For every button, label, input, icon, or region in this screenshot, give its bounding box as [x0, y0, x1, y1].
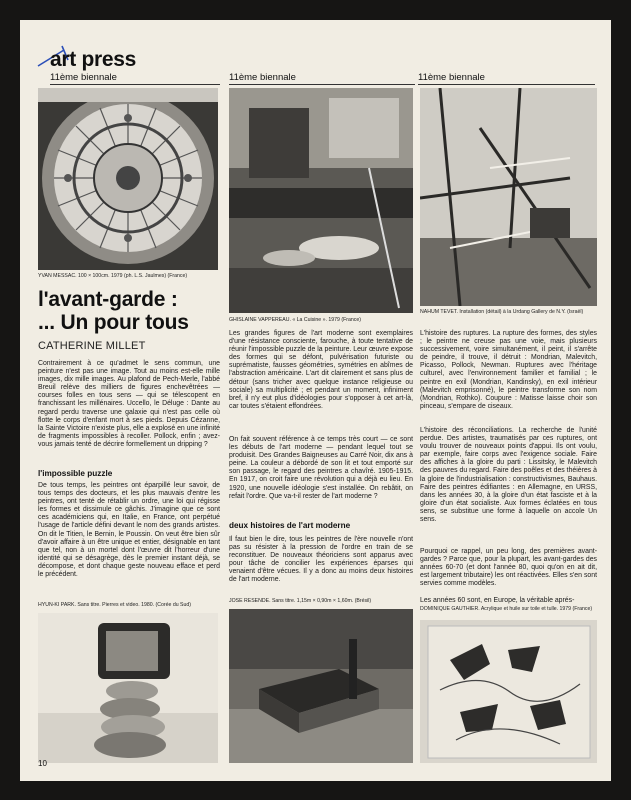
section-label-col3: 11ème biennale [418, 72, 595, 85]
photo-resende [229, 609, 413, 763]
caption-gauthier: DOMINIQUE GAUTHIER. Acrylique et huile sur toile et tulle. 1979 (France) [420, 606, 593, 612]
masthead: art press [50, 48, 137, 71]
intro-paragraph: Contrairement à ce qu'admet le sens commun, une peinture n'est pas une image. Tout au moins est-elle mille images, dix mille images. Au plafond de Pech-Merle, l'abbé Breuil relève des milliers de figures enchevêtrées — courses folles en tous sens — qui se télescopent en franchissant les millénaires. Uccello, le Déluge : Dante au regard perdu traverse une galaxie qui n'est pas celle où flotte le corps d'enfant mort à ses pieds. Depuis Cézanne, la Sainte Victoire n'existe plus, elle a explosé en une infinité de fragments impossibles à recoller. Pollock, enfin ; avez-vous jamais tenté de décrire formellement un dripping ? [38, 360, 220, 448]
caption-vappereau: GHISLAINE VAPPEREAU. « La Cuisine ». 1979 (France) [229, 317, 361, 323]
paragraph-col3-2: L'histoire des réconciliations. La recherche de l'unité perdue. Des artistes, traumatisés par ces ruptures, ont voulu trouver de nouveaux points d'appui. Ils ont voulu, par exemple, faire corps avec l'exigence sociale. Faire des affiches à la gloire du parti : Lissitsky, le Malevitch des pauvres du regard. Faire des poêles et des théières à la gloire de l'industrialisation : constructivismes, Bauhaus. Faire des peintres édifiantes : en Allemagne, en URSS, dans les années 30, à la gloire d'un état fasciste et à la gloire d'un état socialiste. Aux formes éclatées en tous sens, se substitue une forme à laquelle on accole Un sens. [420, 427, 597, 524]
photo-park [38, 613, 218, 763]
caption-park: HYUN-KI PARK. Sans titre. Pierres et video. 1980. (Corée du Sud) [38, 602, 191, 608]
paragraph-col2-3: Il faut bien le dire, tous les peintres de l'ère nouvelle n'ont pas su résister à la pression de l'ordre en train de se reconstituer. De nouveaux théoriciens sont apparus avec pour tâche de concilier les expériences éparses qui venaient d'être vécues. Il y a donc au moins deux histoires de l'art moderne. [229, 536, 413, 584]
subhead-impossible-puzzle: l'impossible puzzle [38, 469, 113, 478]
caption-tevet: NAHUM TEVET. Installation (détail) à la Urdang Gallery de N.Y. (Israël) [420, 309, 584, 315]
paragraph-col2-2: On fait souvent référence à ce temps très court — ce sont les débuts de l'art moderne — pendant lequel tout se produisit. Des Grandes Baigneuses au Carré Noir, dix ans à peine. La couleur a débordé de son lit et tout emporté sur son passage, le regard des peintres a chavîré. 1905-1915. En 1917, on croit faire une révolution qui a déjà eu lieu. En 1920, une nouvelle idéologie s'est installée. On rebâtit, on refait l'ordre. Que va-t-il rester de l'art moderne ? [229, 436, 413, 500]
photo-tevet [420, 88, 597, 306]
caption-resende: JOSE RESENDE. Sans titre. 1,15m × 0,90m × 1,60m. (Brésil) [229, 598, 372, 604]
paragraph-col3-1: L'histoire des ruptures. La rupture des formes, des styles ; le peintre ne creuse pas une voie, mais plusieurs successivement, voire simultanément, il peint, il s'arrête de peindre, il trouve, il détruit : Mondrian, Malevitch, Picasso, Pollock, Newman. Ruptures avec l'héritage culturel, avec l'environnement familier et familial ; le peintre en exil (Mondrian, Kandinsky), en exil intérieur (Malevitch emprisonné), le peintre transforme son nom (Mondrian, Rothko). Coupure : Matisse laisse choir son pinceau, s'empare de ciseaux. [420, 330, 597, 410]
photo-gauthier [420, 620, 597, 763]
headline [38, 288, 189, 334]
page-number: 10 [38, 759, 47, 768]
paragraph-col2-1: Les grandes figures de l'art moderne sont exemplaires d'une résistance consciente, farouche, à toute tentative de réunir l'impossible puzzle de la peinture. Leur œuvre expose des formes qui se défont, pulvérisation futuriste ou suprématiste, fausses géométries, symétries en abîmes de l'abstraction américaine. L'art dit clairement et sans plus de détour (sans tricher avec quelque instance religieuse ou sociale) sa multiplicité ; et pendant un moment, infiniment bref, il n'y eut plus d'idéologies pour s'opposer à cet art-là, car toutes s'étaient effondrées. [229, 330, 414, 410]
caption-messac: YVAN MESSAC. 100 × 100cm. 1979 (ph. L.S. Jaulmes) (France) [38, 273, 188, 279]
section-label-col2: 11ème biennale [229, 72, 415, 85]
section-label-col1: 11ème biennale [50, 72, 220, 85]
author-byline: CATHERINE MILLET [38, 340, 146, 352]
paragraph-col3-4: Les années 60 sont, en Europe, la véritable aprés- [420, 597, 575, 604]
paragraph-col3-3: Pourquoi ce rappel, un peu long, des premières avant-gardes ? Parce que, pour la plupart, les avant-gardes des années 60-70 (et dont l'année 80, quoi qu'on en ait dit, est largement tributaire) les ont réactivées. Elles s'en sont servies comme modèles. [420, 548, 597, 588]
subhead-deux-histoires: deux histoires de l'art moderne [229, 521, 351, 530]
headline-line2: ... Un pour tous [38, 311, 189, 334]
photo-messac [38, 88, 218, 270]
headline-line1: l'avant-garde : [38, 288, 178, 311]
photo-vappereau [229, 88, 413, 313]
paragraph-col1-2: De tous temps, les peintres ont éparpillé leur savoir, de tous temps des docteurs, et les plus mauvais d'entre les peintres, ont tenté de rétablir un ordre, une loi qui régisse les formes et dissimule ce gâchis. J'imagine que ce sont ces académiciens qui, en Italie, en France, ont perpétué l'usage de l'article défini devant le nom des grands artistes. On dit le Titien, le Bernin, le Poussin. On veut être bien sûr d'avoir affaire à un être unique et entier, désignable en tant que tel, non à un mortel dont l'œuvre dit l'horreur d'une identité qui se désagrège, dès le premier instant déjà, se décompose, et dont chaque geste nouveau efface et perd le précédent. [38, 482, 220, 579]
newspaper-page [20, 20, 611, 781]
